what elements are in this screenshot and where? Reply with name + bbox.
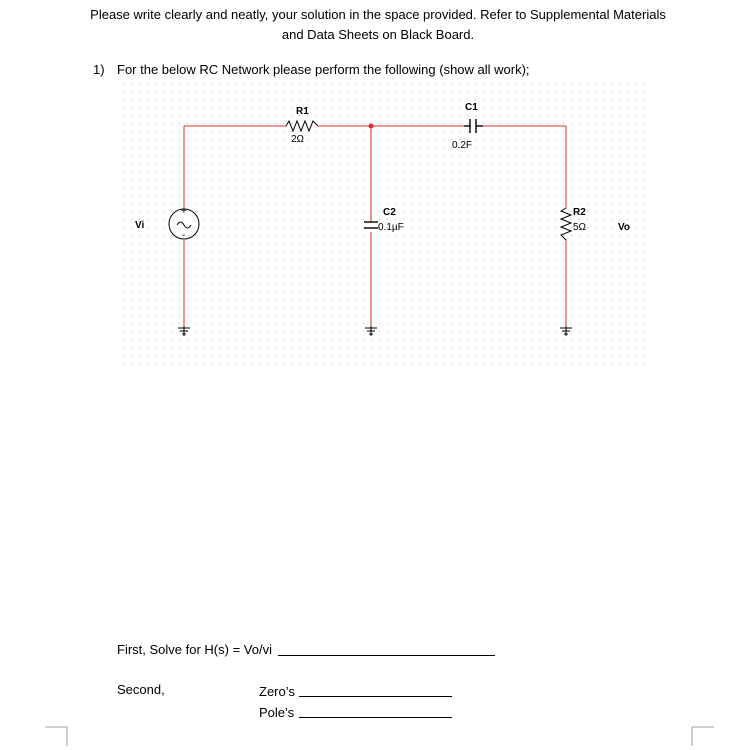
junction-node xyxy=(369,124,374,129)
zeros-answer-line[interactable] xyxy=(299,696,452,697)
question-text: For the below RC Network please perform the following (show all work); xyxy=(117,62,530,77)
r2-name: R2 xyxy=(573,207,586,218)
page-corner-mark-right xyxy=(692,727,714,746)
c2-value: 0.1µF xyxy=(378,222,404,233)
poles-answer-line[interactable] xyxy=(299,717,452,718)
r1-name: R1 xyxy=(296,106,309,117)
hs-answer-line[interactable] xyxy=(278,655,495,656)
c1-value: 0.2F xyxy=(452,140,473,151)
r1-value: 2Ω xyxy=(291,134,305,145)
second-task-label: Second, xyxy=(117,682,165,697)
c2-name: C2 xyxy=(383,207,396,218)
r2-value: 5Ω xyxy=(573,222,587,233)
first-task-label: First, Solve for H(s) = Vo/vi xyxy=(117,642,272,657)
poles-label: Pole’s xyxy=(259,705,295,720)
page-corner-mark-left xyxy=(45,727,67,746)
output-label: Vo xyxy=(618,222,631,233)
source-minus-sign: - xyxy=(182,230,186,241)
c1-name: C1 xyxy=(465,102,478,113)
instructions-line-1: Please write clearly and neatly, your solution in the space provided. Refer to Supplemental Materials xyxy=(90,7,666,22)
zeros-label: Zero’s xyxy=(259,684,295,699)
question-number: 1) xyxy=(93,62,105,77)
source-plus-sign: + xyxy=(181,206,187,217)
source-label: Vi xyxy=(135,220,145,231)
instructions-line-2: and Data Sheets on Black Board. xyxy=(281,27,475,42)
